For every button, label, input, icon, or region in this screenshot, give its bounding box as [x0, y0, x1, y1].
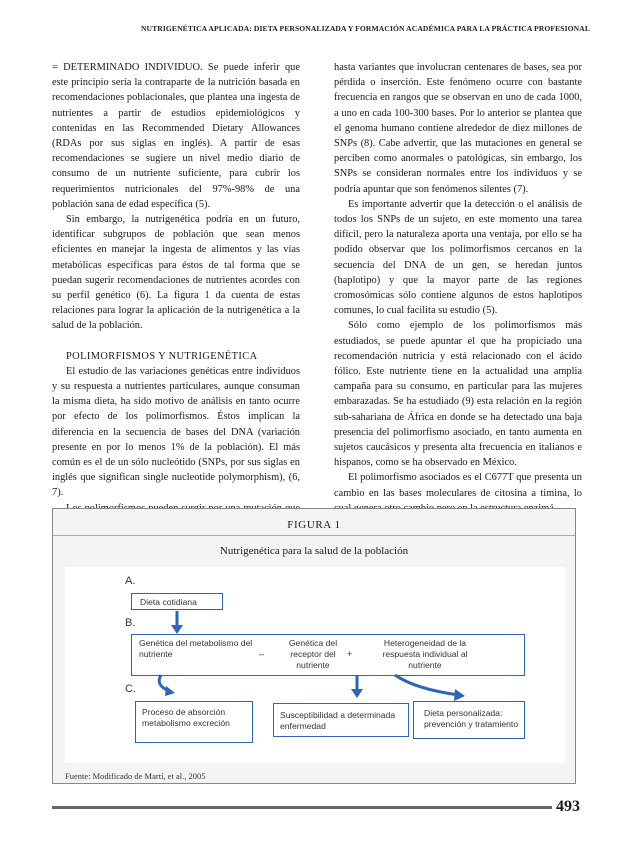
arrow-b-to-c3 [395, 675, 459, 695]
label-b: B. [125, 617, 136, 629]
figure-1 [52, 508, 576, 784]
right-paragraph-2: Es importante advertir que la detección o el análisis de todos los SNPs de un sujeto, en este momento una tarea difícil, pero la naturaleza aporta una ventaja, por ello se ha podido observar que los polimorfismos cercanos en la secuencia del DNA de un gen, se heredan juntos (haplotipo) y que la mayor parte de las regiones cromosómicas sólo contiene algunos de estos haplotipos comunes, lo cual facilita su estudio (5). [334, 198, 582, 317]
box-proceso-absorcion: Proceso de absorción metabolismo excreción [135, 701, 253, 743]
figure-divider [53, 535, 575, 536]
right-paragraph-1: hasta variantes que involucran centenares de bases, sea por pérdida o inserción. Este fenómeno ocurre con bastante frecuencia en rangos que se observan en uno de cada 1000, a uno en cada 100-300 bases. Por lo anterior se plantea que el genoma humano contiene alrededor de diez millones de SNPs (8). Cabe advertir, que las mutaciones en general se perciben como anormales o patológicas, sin embargo, los SNPs se consideran normales entre los individuos y se podría apuntar que son fenómenos silentes (7). [334, 62, 582, 195]
figure-source: Fuente: Modificado de Martí, et al., 2005 [65, 771, 206, 781]
figure-title: FIGURA 1 [287, 519, 341, 531]
box-susceptibilidad: Susceptibilidad a determinada enfermedad [273, 703, 409, 737]
arrowhead-b-to-c3 [454, 689, 465, 701]
label-a: A. [125, 575, 136, 587]
left-paragraph-3: El estudio de las variaciones genéticas entre individuos y su respuesta a nutrientes particulares, aunque consuman la misma dieta, ha sido motivo de análisis en tanto ocurre por efecto de los polimorfismos. Éstos implican la diferencia en la secuencia de bases del DNA (variación presente en por lo menos 1% de la población). El más común es el de un sólo nucleótido (SNPs, por sus siglas en inglés que significan single nucleotide polymorphism), (6, 7). [52, 365, 300, 499]
box-dieta-cotidiana: Dieta cotidiana [131, 593, 223, 610]
operator-minus: – [259, 649, 265, 659]
left-column [52, 60, 300, 531]
text-genetica-metabolismo: Genética del metabolismo del nutriente [139, 638, 253, 659]
diagram-area [65, 567, 565, 763]
text-heterogeneidad: Heterogeneidad de la respuesta individual al nutriente [382, 638, 468, 670]
right-paragraph-3: Sólo como ejemplo de los polimorfismos más estudiados, se puede apuntar el que ha propiciado una recomendación nutricia y está relacionado con el ácido fólico. Este nutriente tiene en la actualidad una amplia campaña para su consumo, en particular para las mujeres embarazadas. Se ha estudiado (9) esta relación en la región sub-sahariana de África en donde se ha detectado una baja presencia del polimorfismo asociado, en tanto aumenta en sujetos caucásicos y presenta alta frecuencia en italianos e hispanos, como se ha observado en México. [334, 320, 582, 469]
section-heading: POLIMORFISMOS Y NUTRIGENÉTICA [66, 350, 258, 362]
left-paragraph-1: = DETERMINADO INDIVIDUO. Se puede inferir que este principio sería la contraparte de la nutrición basada en recomendaciones poblacionales, que plantea una ingesta de nutrientes a partir de estudios epidemiológicos y contenidas en las Recommended Dietary Allowances (RDAs por sus siglas en inglés). A partir de esas recomendaciones se sugiere un nivel medio diario de consumo de un nutriente suficiente, para cubrir los requerimientos nutricionales del 97%-98% de una población sana de edad específica (5). [52, 62, 300, 210]
page-number: 493 [556, 798, 580, 815]
arrowhead-b-to-c1 [165, 686, 175, 696]
right-column [334, 60, 582, 516]
figure-subtitle: Nutrigenética para la salud de la población [219, 545, 409, 557]
right-paragraph-4: El polimorfismo asociados es el C677T que presenta un cambio en las bases moleculares de citosina a timina, lo [334, 472, 582, 499]
left-paragraph-2: Sin embargo, la nutrigenética podría en un futuro, identificar subgrupos de población que sean menos eficientes en manejar la ingesta de alimentos y las vías metabólicas específicas para éstos de tal forma que se puedan sugerir recomendaciones de nutrientes acordes con su perfil genético (6). La figura 1 da cuenta de estas relaciones para lograr la aplicación de la nutrigenética a la salud de la población. [52, 214, 300, 332]
box-dieta-personalizada: Dieta personalizada: prevención y tratamiento [413, 701, 525, 739]
footer-rule [52, 806, 552, 809]
running-header: NUTRIGENÉTICA APLICADA: DIETA PERSONALIZADA Y FORMACIÓN ACADÉMICA PARA LA PRÁCTICA PROFESIONAL [140, 24, 590, 33]
arrowhead-a-to-b [171, 625, 183, 634]
arrowhead-b-to-c2 [351, 689, 363, 698]
operator-plus: + [347, 649, 353, 659]
label-c: C. [125, 683, 136, 695]
text-genetica-receptor: Genética del receptor del nutriente [288, 638, 338, 670]
